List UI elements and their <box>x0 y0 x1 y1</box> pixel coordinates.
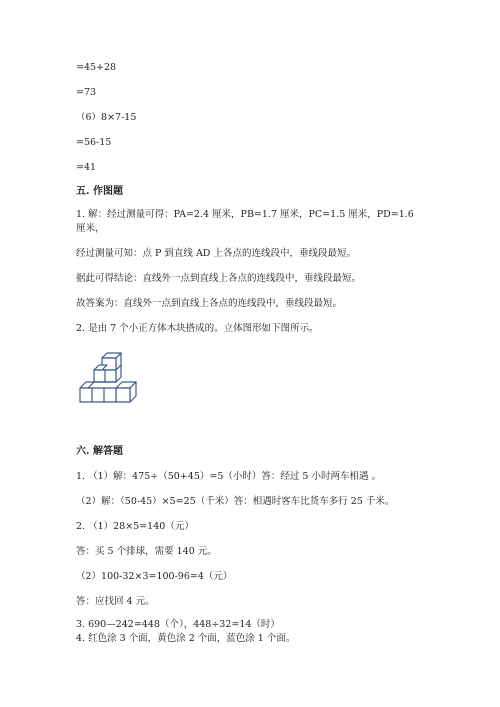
paragraph: 1. 解：经过测量可得：PA=2.4 厘米，PB=1.7 厘米，PC=1.5 厘米，PD=1.6 厘米， <box>76 209 414 234</box>
section-heading-5: 五. 作图题 <box>76 186 123 197</box>
calc-line: =73 <box>76 87 97 98</box>
section-heading-6: 六. 解答题 <box>76 446 123 457</box>
answer-line: （2）100-32×3=100-96=4（元） <box>76 571 233 582</box>
cube-face <box>80 388 116 402</box>
answer-line: 答：买 5 个排球，需要 140 元。 <box>76 546 217 557</box>
calc-line: （6）8×7-15 <box>76 112 137 123</box>
paragraph: 故答案为：直线外一点到直线上各点的连线段中，垂线段最短。 <box>76 298 343 309</box>
answer-line: 1. （1）解：475÷（50+45）=5（小时）答：经过 5 小时两车相遇 。 <box>76 471 381 482</box>
calc-line: =45+28 <box>76 62 117 73</box>
paragraph: 据此可得结论：直线外一点到直线上各点的连线段中，垂线段最短。 <box>76 273 362 284</box>
calc-line: =41 <box>76 162 97 173</box>
answer-line: 答：应找回 4 元。 <box>76 596 155 607</box>
answer-line: 3. 690—242=448（个），448÷32=14（时） <box>76 619 280 630</box>
cube-stack-figure <box>76 350 146 418</box>
paragraph: 经过测量可知：点 P 到直线 AD 上各点的连线段中，垂线段最短。 <box>76 248 356 259</box>
calc-line: =56-15 <box>76 137 112 148</box>
answer-line: 2. （1）28×5=140（元） <box>76 521 194 532</box>
answer-line: 4. 红色涂 3 个面，黄色涂 2 个面，蓝色涂 1 个面。 <box>76 633 296 644</box>
cube-face <box>116 388 130 402</box>
paragraph: 2. 是由 7 个小正方体木块搭成的。立体图形如下图所示。 <box>76 323 319 334</box>
answer-line: （2）解：（50-45）×5=25（千米）答：相遇时客车比货车多行 25 千米。 <box>76 496 395 507</box>
cube-face <box>80 382 94 388</box>
